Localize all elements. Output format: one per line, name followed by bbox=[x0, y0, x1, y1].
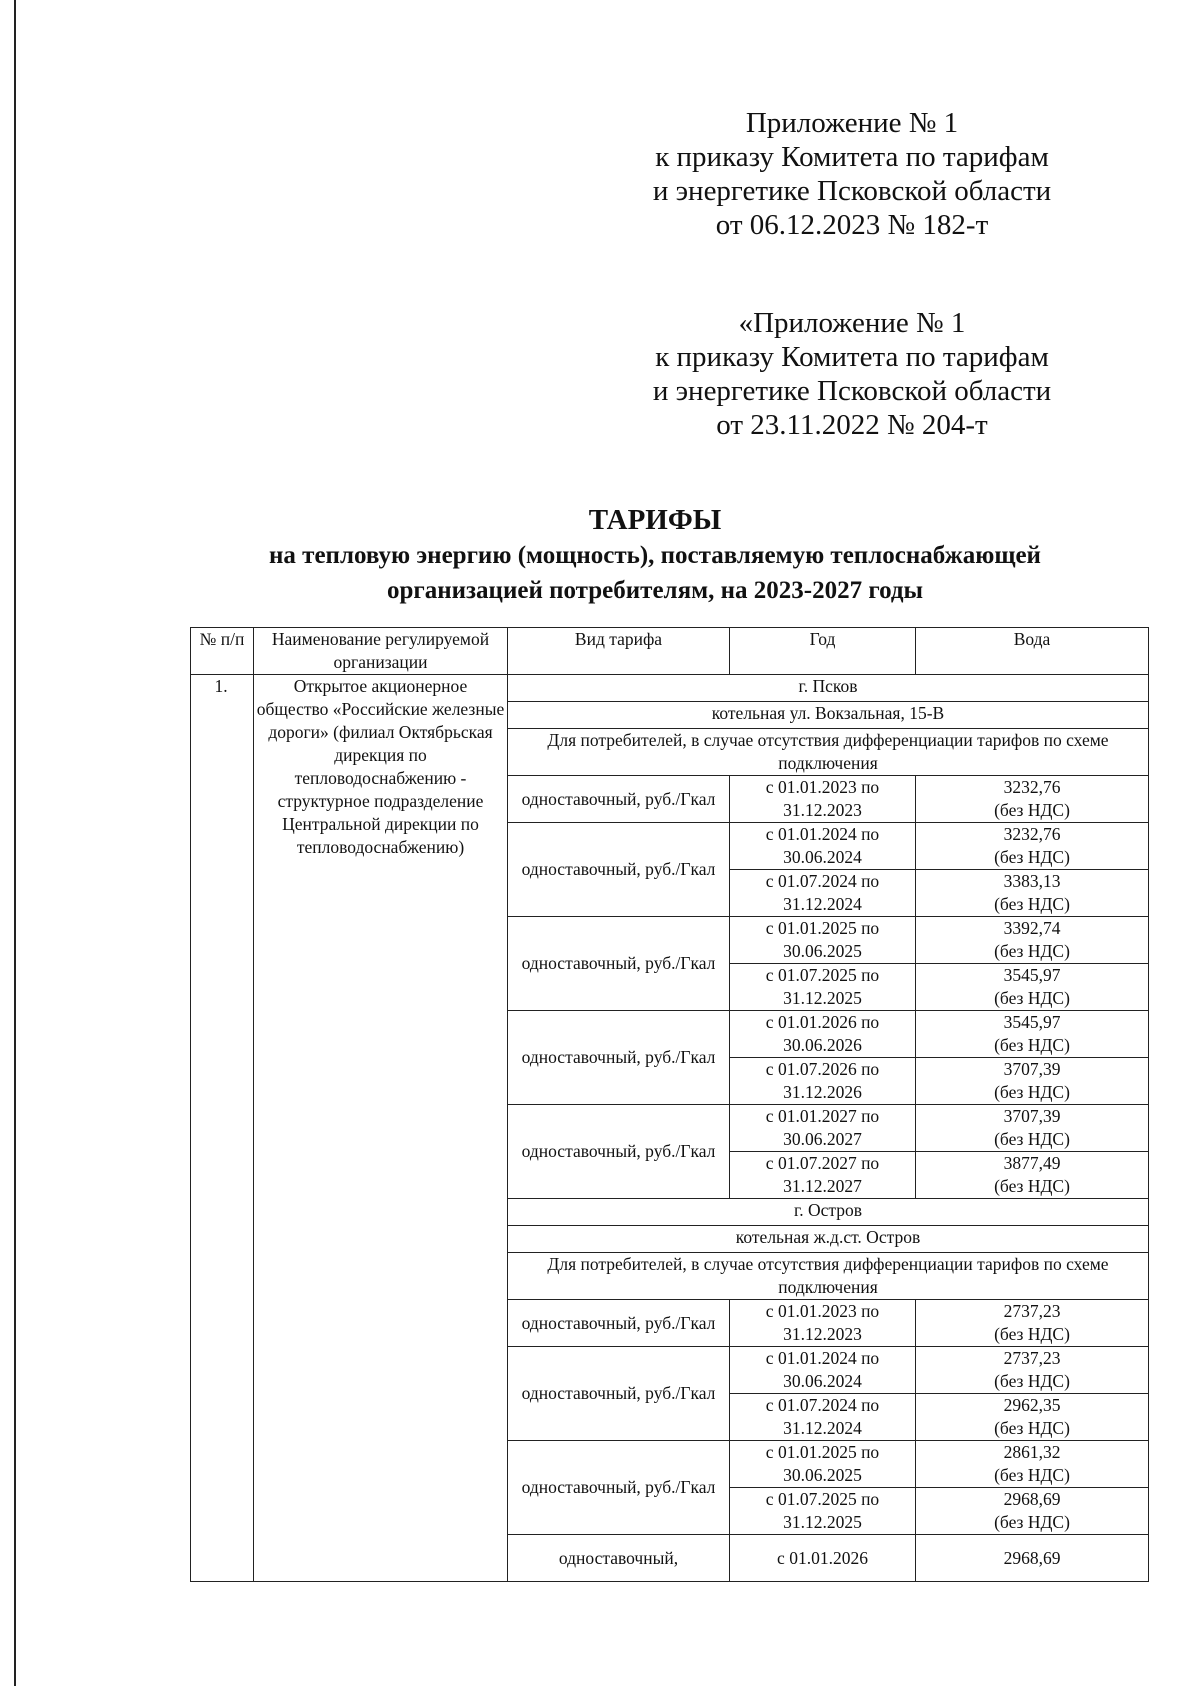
tariff-value: 3232,76 bbox=[1003, 777, 1061, 797]
header-line: от 23.11.2022 № 204-т bbox=[716, 409, 988, 441]
appendix-header-current bbox=[622, 106, 1082, 242]
tariff-value: 3877,49 bbox=[1003, 1153, 1061, 1173]
title-main: ТАРИФЫ bbox=[588, 504, 722, 536]
col-header-year: Год bbox=[730, 628, 916, 675]
water-tariff-value bbox=[916, 1105, 1149, 1152]
vat-note: (без НДС) bbox=[994, 894, 1070, 914]
tariff-value: 3545,97 bbox=[1003, 965, 1061, 985]
tariff-type: одноставочный, руб./Гкал bbox=[508, 776, 730, 823]
title-line-1: на тепловую энергию (мощность), поставляемую теплоснабжающей bbox=[269, 542, 1041, 569]
vat-note: (без НДС) bbox=[994, 800, 1070, 820]
table-body bbox=[191, 675, 1149, 1582]
header-line: и энергетике Псковской области bbox=[652, 375, 1052, 407]
tariff-type: одноставочный, руб./Гкал bbox=[508, 823, 730, 917]
page-left-border bbox=[14, 0, 16, 1686]
consumer-note: Для потребителей, в случае отсутствия дифференциации тарифов по схеме подключения bbox=[508, 1253, 1149, 1300]
water-tariff-value bbox=[916, 1011, 1149, 1058]
period: с 01.01.2025 по 30.06.2025 bbox=[730, 1441, 916, 1488]
tariff-value: 3545,97 bbox=[1003, 1012, 1061, 1032]
period: с 01.07.2027 по 31.12.2027 bbox=[730, 1152, 916, 1199]
tariff-type: одноставочный, руб./Гкал bbox=[508, 1347, 730, 1441]
tariff-table bbox=[190, 627, 1149, 1582]
vat-note: (без НДС) bbox=[994, 1465, 1070, 1485]
water-tariff-value bbox=[916, 1347, 1149, 1394]
water-tariff-value bbox=[916, 1394, 1149, 1441]
water-tariff-value bbox=[916, 1488, 1149, 1535]
tariff-type: одноставочный, руб./Гкал bbox=[508, 1011, 730, 1105]
period: с 01.01.2024 по 30.06.2024 bbox=[730, 823, 916, 870]
period: с 01.07.2026 по 31.12.2026 bbox=[730, 1058, 916, 1105]
tariff-value: 2968,69 bbox=[1003, 1489, 1061, 1509]
tariff-value: 2962,35 bbox=[1003, 1395, 1061, 1415]
water-tariff-value bbox=[916, 917, 1149, 964]
header-line: и энергетике Псковской области bbox=[652, 175, 1052, 207]
tariff-value: 3707,39 bbox=[1003, 1106, 1061, 1126]
period: с 01.01.2023 по 31.12.2023 bbox=[730, 776, 916, 823]
tariff-value: 2861,32 bbox=[1003, 1442, 1061, 1462]
vat-note: (без НДС) bbox=[994, 1035, 1070, 1055]
tariff-value: 3232,76 bbox=[1003, 824, 1061, 844]
col-header-organization: Наименование регулируемой организации bbox=[254, 628, 508, 675]
period: с 01.07.2025 по 31.12.2025 bbox=[730, 964, 916, 1011]
organization-name: Открытое акционерное общество «Российские железные дороги» (филиал Октябрьская дирекция по тепловодоснабжению - структурное подразделение Центральной дирекции по тепловодоснабжению) bbox=[254, 675, 508, 1582]
boiler-house-name: котельная ж.д.ст. Остров bbox=[508, 1226, 1149, 1253]
header-line: к приказу Комитета по тарифам bbox=[655, 341, 1049, 373]
vat-note: (без НДС) bbox=[994, 941, 1070, 961]
row-number: 1. bbox=[191, 675, 254, 1582]
water-tariff-value bbox=[916, 870, 1149, 917]
period: с 01.01.2026 bbox=[730, 1535, 916, 1582]
vat-note: (без НДС) bbox=[994, 1512, 1070, 1532]
city-name: г. Остров bbox=[508, 1199, 1149, 1226]
header-line: от 06.12.2023 № 182-т bbox=[715, 209, 989, 241]
city-name: г. Псков bbox=[508, 675, 1149, 702]
water-tariff-value bbox=[916, 776, 1149, 823]
vat-note: (без НДС) bbox=[994, 1324, 1070, 1344]
title-line-2: организацией потребителям, на 2023-2027 годы bbox=[386, 577, 924, 604]
document-title bbox=[150, 502, 1160, 608]
tariff-value: 3392,74 bbox=[1003, 918, 1061, 938]
vat-note: (без НДС) bbox=[994, 1082, 1070, 1102]
tariff-type: одноставочный, руб./Гкал bbox=[508, 1441, 730, 1535]
water-tariff-value bbox=[916, 964, 1149, 1011]
tariff-value: 2968,69 bbox=[1003, 1547, 1061, 1568]
water-tariff-value bbox=[916, 1058, 1149, 1105]
appendix-header-previous bbox=[622, 306, 1082, 442]
col-header-number: № п/п bbox=[191, 628, 254, 675]
col-header-tariff-type: Вид тарифа bbox=[508, 628, 730, 675]
consumer-note: Для потребителей, в случае отсутствия дифференциации тарифов по схеме подключения bbox=[508, 729, 1149, 776]
tariff-value: 2737,23 bbox=[1003, 1348, 1061, 1368]
vat-note: (без НДС) bbox=[994, 1129, 1070, 1149]
period: с 01.01.2027 по 30.06.2027 bbox=[730, 1105, 916, 1152]
tariff-type: одноставочный, bbox=[508, 1535, 730, 1582]
water-tariff-value bbox=[916, 1535, 1149, 1582]
tariff-value: 3707,39 bbox=[1003, 1059, 1061, 1079]
period: с 01.07.2025 по 31.12.2025 bbox=[730, 1488, 916, 1535]
period: с 01.07.2024 по 31.12.2024 bbox=[730, 1394, 916, 1441]
tariff-value: 2737,23 bbox=[1003, 1301, 1061, 1321]
period: с 01.01.2025 по 30.06.2025 bbox=[730, 917, 916, 964]
tariff-type: одноставочный, руб./Гкал bbox=[508, 917, 730, 1011]
tariff-value: 3383,13 bbox=[1003, 871, 1061, 891]
tariff-type: одноставочный, руб./Гкал bbox=[508, 1105, 730, 1199]
vat-note: (без НДС) bbox=[994, 1418, 1070, 1438]
vat-note: (без НДС) bbox=[994, 1371, 1070, 1391]
period: с 01.01.2026 по 30.06.2026 bbox=[730, 1011, 916, 1058]
period: с 01.07.2024 по 31.12.2024 bbox=[730, 870, 916, 917]
vat-note: (без НДС) bbox=[994, 847, 1070, 867]
water-tariff-value bbox=[916, 823, 1149, 870]
header-line: Приложение № 1 bbox=[745, 107, 959, 139]
vat-note: (без НДС) bbox=[994, 988, 1070, 1008]
period: с 01.01.2023 по 31.12.2023 bbox=[730, 1300, 916, 1347]
title-subtitle bbox=[150, 538, 1160, 608]
water-tariff-value bbox=[916, 1300, 1149, 1347]
table-header-row bbox=[191, 628, 1149, 675]
header-line: к приказу Комитета по тарифам bbox=[655, 141, 1049, 173]
vat-note: (без НДС) bbox=[994, 1176, 1070, 1196]
period: с 01.01.2024 по 30.06.2024 bbox=[730, 1347, 916, 1394]
col-header-water: Вода bbox=[916, 628, 1149, 675]
boiler-house-name: котельная ул. Вокзальная, 15-В bbox=[508, 702, 1149, 729]
header-line: «Приложение № 1 bbox=[738, 307, 966, 339]
section-city-row bbox=[191, 675, 1149, 702]
tariff-type: одноставочный, руб./Гкал bbox=[508, 1300, 730, 1347]
water-tariff-value bbox=[916, 1441, 1149, 1488]
water-tariff-value bbox=[916, 1152, 1149, 1199]
